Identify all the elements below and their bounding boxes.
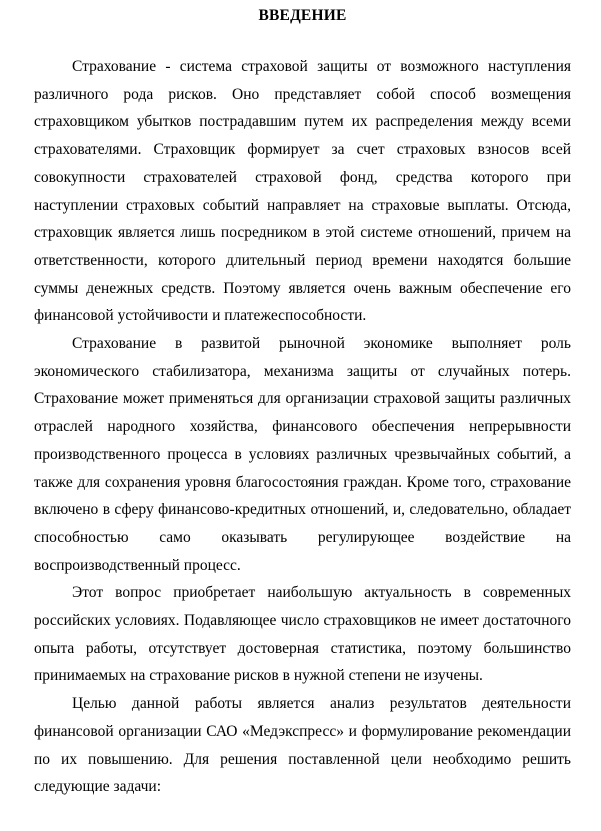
paragraph-goal: Целью данной работы является анализ результатов деятельности финансовой организации САО «Медэкспресс» и формулирование рекомендации по их повышению. Для решения поставленной цели необходимо решить следующие задачи:	[34, 695, 571, 796]
document-title: ВВЕДЕНИЕ	[258, 7, 347, 24]
paragraph-insurance-definition: Страхование - система страховой защиты от возможного наступления различного рода рисков. Оно представляет собой способ возмещения страховщиком убытков пострадавшим путем их распределения между всеми страхователями. Страховщик формирует за счет страховых взносов всей совокупности страхователей страховой фонд, средства которого при наступлении страховых событий направляет на страховые выплаты. Отсюда, страховщик является лишь посредником в этой системе отношений, причем на ответственности, которого длительный период времени находятся большие суммы денежных средств. Поэтому является очень важным обеспечение его финансовой устойчивости и платежеспособности.	[34, 58, 571, 325]
paragraph-relevance: Этот вопрос приобретает наибольшую актуальность в современных российских условиях. Подавляющее число страховщиков не имеет достаточного опыта работы, отсутствует достоверная статистика, поэтому большинство принимаемых на страхование рисков в нужной степени не изучены.	[34, 584, 571, 685]
paragraph-market-economy: Страхование в развитой рыночной экономике выполняет роль экономического стабилизатора, механизма защиты от случайных потерь. Страхование может применяться для организации страховой защиты различных отраслей народного хозяйства, финансового обеспечения непрерывности производственного процесса в условиях различных чрезвычайных событий, а также для сохранения уровня благосостояния граждан. Кроме того, страхование включено в сферу финансово-кредитных отношений, и, следовательно, обладает способностью само оказывать регулирующее воздействие на воспроизводственный процесс.	[34, 335, 571, 574]
